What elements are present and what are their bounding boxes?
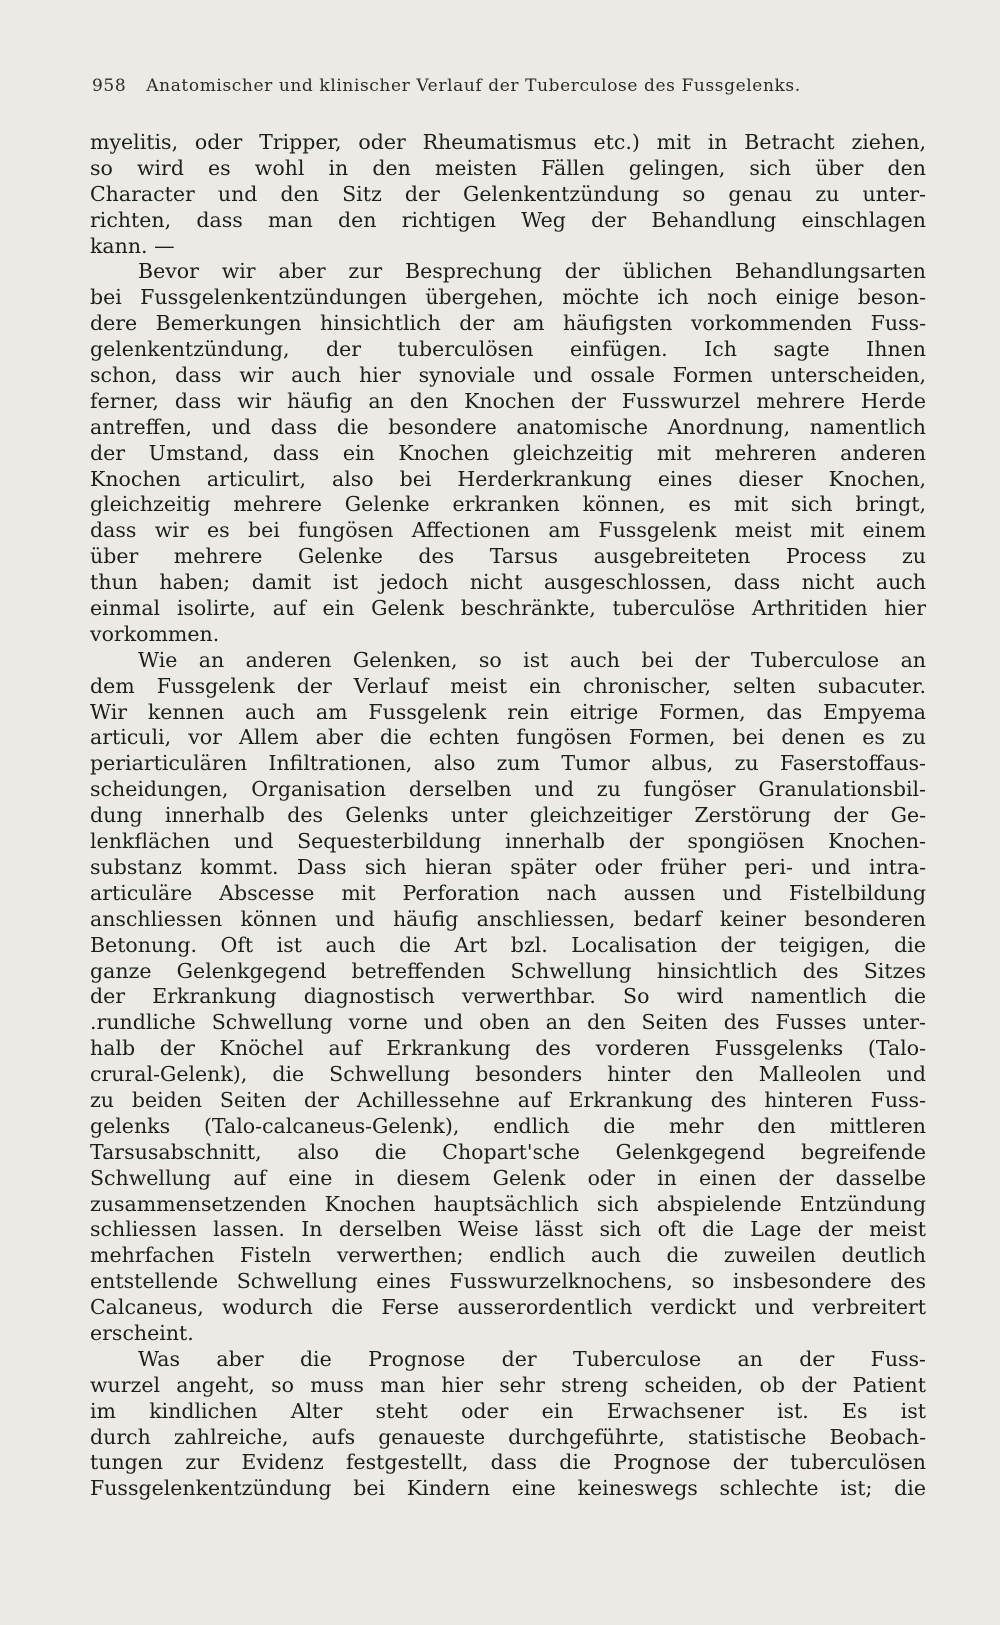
- text-line: tungen zur Evidenz festgestellt, dass die Prognose der tuberculösen: [90, 1450, 926, 1475]
- text-line: gelenkentzündung, der tuberculösen einfügen. Ich sagte Ihnen: [90, 337, 926, 362]
- text-line: crural-Gelenk), die Schwellung besonders hinter den Malleolen und: [90, 1062, 926, 1087]
- text-line: im kindlichen Alter steht oder ein Erwachsener ist. Es ist: [90, 1398, 926, 1423]
- text-line: dass wir es bei fungösen Affectionen am Fussgelenk meist mit einem: [90, 518, 926, 543]
- text-line: zu beiden Seiten der Achillessehne auf Erkrankung des hinteren Fuss-: [90, 1087, 926, 1112]
- text-line: halb der Knöchel auf Erkrankung des vorderen Fussgelenks (Talo-: [90, 1036, 926, 1061]
- text-line: anschliessen können und häufig anschliessen, bedarf keiner besonderen: [90, 906, 926, 931]
- text-line: thun haben; damit ist jedoch nicht ausgeschlossen, dass nicht auch: [90, 570, 926, 595]
- text-line: einmal isolirte, auf ein Gelenk beschränkte, tuberculöse Arthritiden hier: [90, 596, 926, 621]
- text-line: gleichzeitig mehrere Gelenke erkranken können, es mit sich bringt,: [90, 492, 926, 517]
- paragraph-start-line: Was aber die Prognose der Tuberculose an der Fuss-: [138, 1346, 926, 1371]
- text-line: schliessen lassen. In derselben Weise lässt sich oft die Lage der meist: [90, 1217, 926, 1242]
- text-line: gelenks (Talo-calcaneus-Gelenk), endlich die mehr den mittleren: [90, 1113, 926, 1138]
- text-line: Betonung. Oft ist auch die Art bzl. Localisation der teigigen, die: [90, 932, 926, 957]
- text-line: bei Fussgelenkentzündungen übergehen, möchte ich noch einige beson-: [90, 285, 926, 310]
- text-line: Tarsusabschnitt, also die Chopart'sche Gelenkgegend begreifende: [90, 1139, 926, 1164]
- text-line: dung innerhalb des Gelenks unter gleichzeitiger Zerstörung der Ge-: [90, 803, 926, 828]
- text-line: wurzel angeht, so muss man hier sehr streng scheiden, ob der Patient: [90, 1372, 926, 1397]
- text-line: Character und den Sitz der Gelenkentzündung so genau zu unter-: [90, 181, 926, 206]
- text-line: kann. —: [90, 233, 175, 258]
- text-line: lenkflächen und Sequesterbildung innerhalb der spongiösen Knochen-: [90, 829, 926, 854]
- running-header: [92, 76, 932, 96]
- text-line: der Erkrankung diagnostisch verwerthbar. So wird namentlich die: [90, 984, 926, 1009]
- page-number: 958: [92, 76, 127, 96]
- text-line: durch zahlreiche, aufs genaueste durchgeführte, statistische Beobach-: [90, 1424, 926, 1449]
- text-line: so wird es wohl in den meisten Fällen gelingen, sich über den: [90, 155, 926, 180]
- text-line: richten, dass man den richtigen Weg der Behandlung einschlagen: [90, 207, 926, 232]
- running-title: Anatomischer und klinischer Verlauf der Tuberculose des Fussgelenks.: [146, 76, 801, 96]
- text-line: mehrfachen Fisteln verwerthen; endlich auch die zuweilen deutlich: [90, 1243, 926, 1268]
- text-line: Wir kennen auch am Fussgelenk rein eitrige Formen, das Empyema: [90, 699, 926, 724]
- body-text: [90, 130, 926, 1502]
- paragraph-start-line: Bevor wir aber zur Besprechung der üblichen Behandlungsarten: [138, 259, 926, 284]
- text-line: articuli, vor Allem aber die echten fungösen Formen, bei denen es zu: [90, 725, 926, 750]
- text-line: Fussgelenkentzündung bei Kindern eine keineswegs schlechte ist; die: [90, 1476, 926, 1501]
- paragraph-start-line: Wie an anderen Gelenken, so ist auch bei der Tuberculose an: [138, 647, 926, 672]
- text-line: dere Bemerkungen hinsichtlich der am häufigsten vorkommenden Fuss-: [90, 311, 926, 336]
- text-line: ferner, dass wir häufig an den Knochen der Fusswurzel mehrere Herde: [90, 388, 926, 413]
- text-line: Calcaneus, wodurch die Ferse ausserordentlich verdickt und verbreitert: [90, 1295, 926, 1320]
- text-line: über mehrere Gelenke des Tarsus ausgebreiteten Process zu: [90, 544, 926, 569]
- text-line: myelitis, oder Tripper, oder Rheumatismus etc.) mit in Betracht ziehen,: [90, 130, 926, 154]
- text-line: periarticulären Infiltrationen, also zum Tumor albus, zu Faserstoffaus-: [90, 751, 926, 776]
- text-line: Knochen articulirt, also bei Herderkrankung eines dieser Knochen,: [90, 466, 926, 491]
- text-line: scheidungen, Organisation derselben und zu fungöser Granulationsbil-: [90, 777, 926, 802]
- text-line: articuläre Abscesse mit Perforation nach aussen und Fistelbildung: [90, 880, 926, 905]
- text-line: vorkommen.: [90, 621, 220, 646]
- text-line: dem Fussgelenk der Verlauf meist ein chronischer, selten subacuter.: [90, 673, 926, 698]
- text-line: der Umstand, dass ein Knochen gleichzeitig mit mehreren anderen: [90, 440, 926, 465]
- text-line: Schwellung auf eine in diesem Gelenk oder in einen der dasselbe: [90, 1165, 926, 1190]
- text-line: substanz kommt. Dass sich hieran später oder früher peri- und intra-: [90, 854, 926, 879]
- text-line: ganze Gelenkgegend betreffenden Schwellung hinsichtlich des Sitzes: [90, 958, 926, 983]
- text-line: schon, dass wir auch hier synoviale und ossale Formen unterscheiden,: [90, 363, 926, 388]
- text-line: zusammensetzenden Knochen hauptsächlich sich abspielende Entzündung: [90, 1191, 926, 1216]
- text-line: .rundliche Schwellung vorne und oben an den Seiten des Fusses unter-: [90, 1010, 926, 1035]
- text-line: entstellende Schwellung eines Fusswurzelknochens, so insbesondere des: [90, 1269, 926, 1294]
- text-line: antreffen, und dass die besondere anatomische Anordnung, namentlich: [90, 414, 926, 439]
- text-line: erscheint.: [90, 1320, 194, 1345]
